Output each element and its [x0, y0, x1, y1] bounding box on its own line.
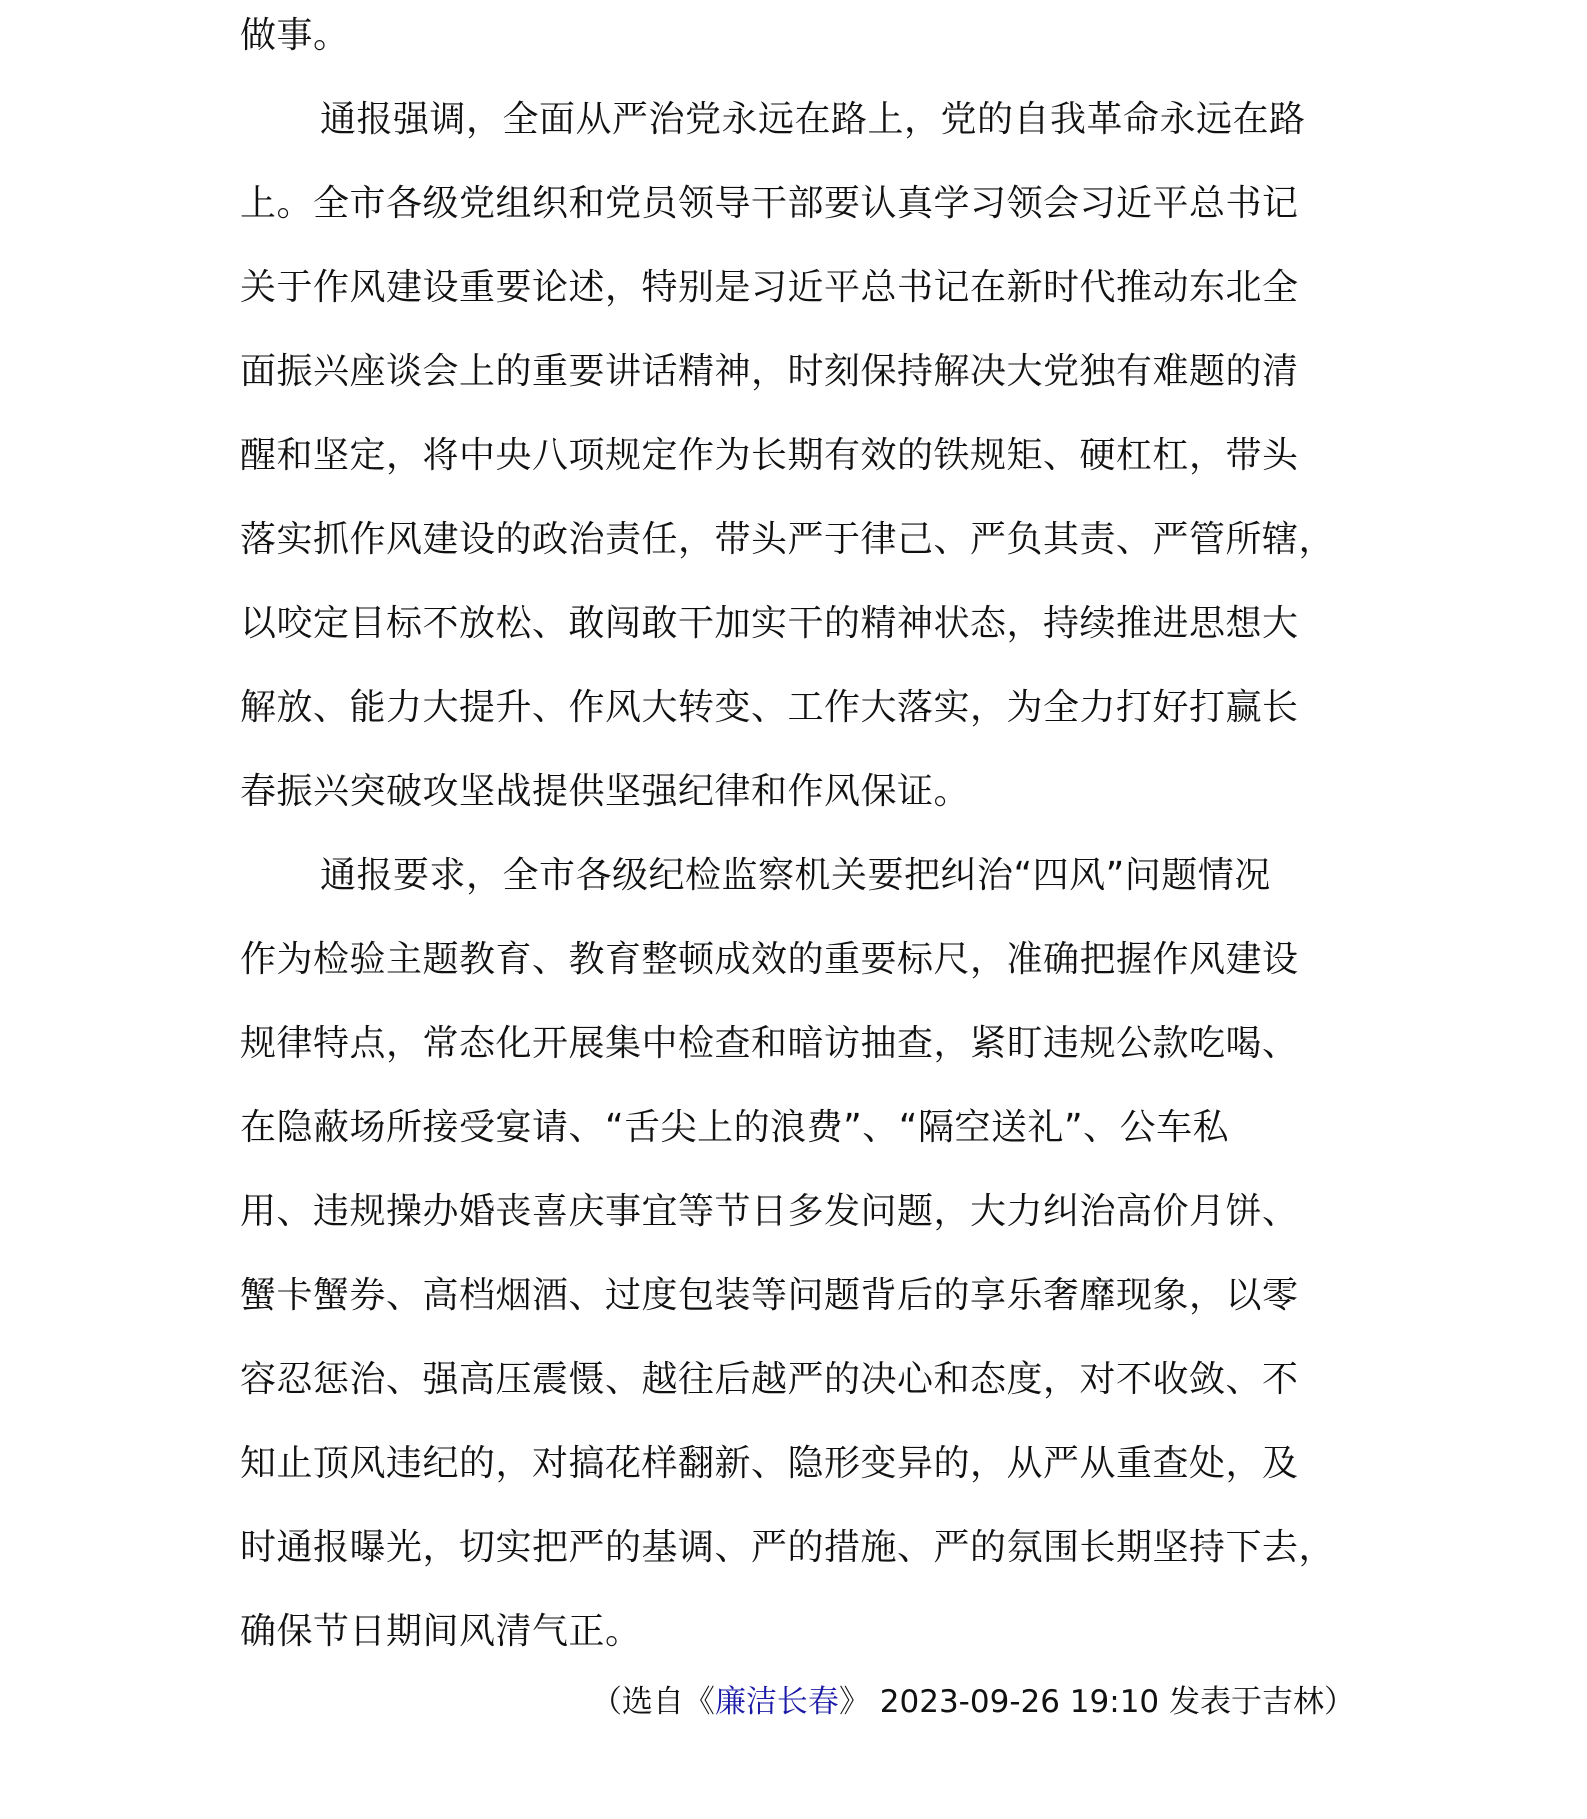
text-line: 醒和坚定，将中央八项规定作为长期有效的铁规矩、硬杠杠，带头: [240, 435, 1299, 476]
text-line: 解放、能力大提升、作风大转变、工作大落实，为全力打好打赢长: [240, 687, 1299, 728]
text-line: 时通报曝光，切实把严的基调、严的措施、严的氛围长期坚持下去，: [240, 1527, 1336, 1568]
text-line: 确保节日期间风清气正。: [240, 1611, 642, 1652]
source-suffix: 》 2023-09-26 19:10 发表于吉林）: [838, 1684, 1355, 1720]
text-line: 通报强调，全面从严治党永远在路上，党的自我革命永远在路: [320, 99, 1306, 140]
source-link[interactable]: 廉洁长春: [714, 1684, 839, 1720]
text-line: 以咬定目标不放松、敢闯敢干加实干的精神状态，持续推进思想大: [240, 603, 1299, 644]
text-line: 通报要求，全市各级纪检监察机关要把纠治“四风”问题情况: [320, 855, 1271, 896]
text-line: 容忍惩治、强高压震慑、越往后越严的决心和态度，对不收敛、不: [240, 1359, 1299, 1400]
text-line: 知止顶风违纪的，对搞花样翻新、隐形变异的，从严从重查处，及: [240, 1443, 1299, 1484]
source-prefix: （选自《: [590, 1684, 715, 1720]
text-line: 在隐蔽场所接受宴请、“舌尖上的浪费”、“隔空送礼”、公车私: [240, 1107, 1230, 1148]
text-line: 上。全市各级党组织和党员领导干部要认真学习领会习近平总书记: [240, 183, 1299, 224]
text-line: 蟹卡蟹券、高档烟酒、过度包装等问题背后的享乐奢靡现象，以零: [240, 1275, 1299, 1316]
text-line: 春振兴突破攻坚战提供坚强纪律和作风保证。: [240, 771, 971, 812]
text-line: 面振兴座谈会上的重要讲话精神，时刻保持解决大党独有难题的清: [240, 351, 1299, 392]
text-line: 落实抓作风建设的政治责任，带头严于律己、严负其责、严管所辖，: [240, 519, 1336, 560]
text-line: 做事。: [240, 15, 350, 56]
source-citation: [240, 1660, 1355, 1744]
text-line: 作为检验主题教育、教育整顿成效的重要标尺，准确把握作风建设: [240, 939, 1299, 980]
text-line: 规律特点，常态化开展集中检查和暗访抽查，紧盯违规公款吃喝、: [240, 1023, 1299, 1064]
text-line: 用、违规操办婚丧喜庆事宜等节日多发问题，大力纠治高价月饼、: [240, 1191, 1299, 1232]
text-line: 关于作风建设重要论述，特别是习近平总书记在新时代推动东北全: [240, 267, 1299, 308]
document-body: [240, 0, 1355, 1674]
